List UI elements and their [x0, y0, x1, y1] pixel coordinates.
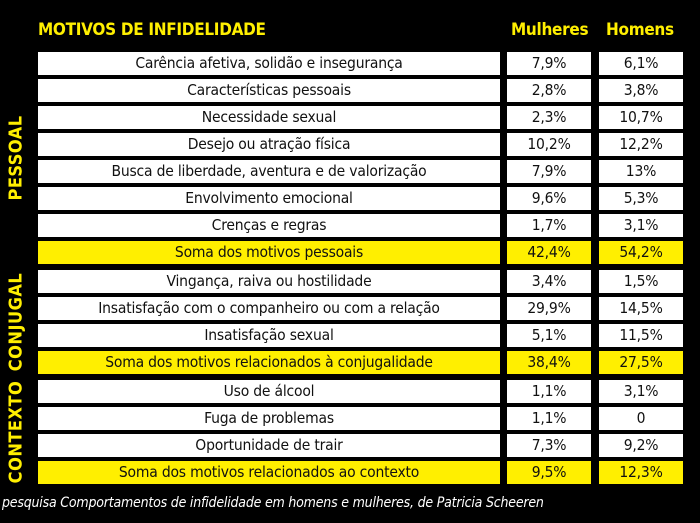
- mulheres-cell: 10,2%: [507, 133, 591, 156]
- motivo-cell: Insatisfação com o companheiro ou com a relação: [38, 297, 500, 320]
- homens-cell: 11,5%: [599, 324, 683, 347]
- motivo-cell: Necessidade sexual: [38, 106, 500, 129]
- section-label: CONJUGAL: [5, 272, 27, 372]
- homens-cell: 9,2%: [599, 434, 683, 457]
- total-motivo-cell: Soma dos motivos relacionados ao contexto: [38, 461, 500, 484]
- mulheres-cell: 29,9%: [507, 297, 591, 320]
- mulheres-cell: 1,1%: [507, 407, 591, 430]
- column-header-homens: Homens: [606, 20, 674, 40]
- column-header-mulheres: Mulheres: [511, 20, 589, 40]
- mulheres-cell: 7,9%: [507, 160, 591, 183]
- total-homens-cell: 12,3%: [599, 461, 683, 484]
- homens-cell: 5,3%: [599, 187, 683, 210]
- mulheres-cell: 1,1%: [507, 380, 591, 403]
- motivo-cell: Vingança, raiva ou hostilidade: [38, 270, 500, 293]
- motivo-cell: Busca de liberdade, aventura e de valorização: [38, 160, 500, 183]
- homens-cell: 12,2%: [599, 133, 683, 156]
- mulheres-cell: 2,3%: [507, 106, 591, 129]
- section-label: PESSOAL: [5, 115, 27, 201]
- homens-cell: 1,5%: [599, 270, 683, 293]
- total-motivo-cell: Soma dos motivos pessoais: [38, 241, 500, 264]
- homens-cell: 14,5%: [599, 297, 683, 320]
- homens-cell: 3,8%: [599, 79, 683, 102]
- total-mulheres-cell: 38,4%: [507, 351, 591, 374]
- homens-cell: 0: [599, 407, 683, 430]
- total-homens-cell: 27,5%: [599, 351, 683, 374]
- section-label: CONTEXTO: [5, 380, 27, 484]
- total-mulheres-cell: 9,5%: [507, 461, 591, 484]
- homens-cell: 3,1%: [599, 380, 683, 403]
- motivo-cell: Carência afetiva, solidão e insegurança: [38, 52, 500, 75]
- homens-cell: 3,1%: [599, 214, 683, 237]
- motivo-cell: Uso de álcool: [38, 380, 500, 403]
- motivo-cell: Oportunidade de trair: [38, 434, 500, 457]
- mulheres-cell: 9,6%: [507, 187, 591, 210]
- motivo-cell: Crenças e regras: [38, 214, 500, 237]
- motivo-cell: Envolvimento emocional: [38, 187, 500, 210]
- mulheres-cell: 1,7%: [507, 214, 591, 237]
- mulheres-cell: 7,9%: [507, 52, 591, 75]
- total-motivo-cell: Soma dos motivos relacionados à conjugalidade: [38, 351, 500, 374]
- motivo-cell: Insatisfação sexual: [38, 324, 500, 347]
- motivo-cell: Fuga de problemas: [38, 407, 500, 430]
- homens-cell: 13%: [599, 160, 683, 183]
- homens-cell: 10,7%: [599, 106, 683, 129]
- motivo-cell: Desejo ou atração física: [38, 133, 500, 156]
- mulheres-cell: 2,8%: [507, 79, 591, 102]
- mulheres-cell: 3,4%: [507, 270, 591, 293]
- total-mulheres-cell: 42,4%: [507, 241, 591, 264]
- homens-cell: 6,1%: [599, 52, 683, 75]
- motivo-cell: Características pessoais: [38, 79, 500, 102]
- table-title: MOTIVOS DE INFIDELIDADE: [38, 20, 266, 40]
- source-footnote: pesquisa Comportamentos de infidelidade em homens e mulheres, de Patricia Scheeren: [2, 495, 544, 511]
- mulheres-cell: 7,3%: [507, 434, 591, 457]
- total-homens-cell: 54,2%: [599, 241, 683, 264]
- mulheres-cell: 5,1%: [507, 324, 591, 347]
